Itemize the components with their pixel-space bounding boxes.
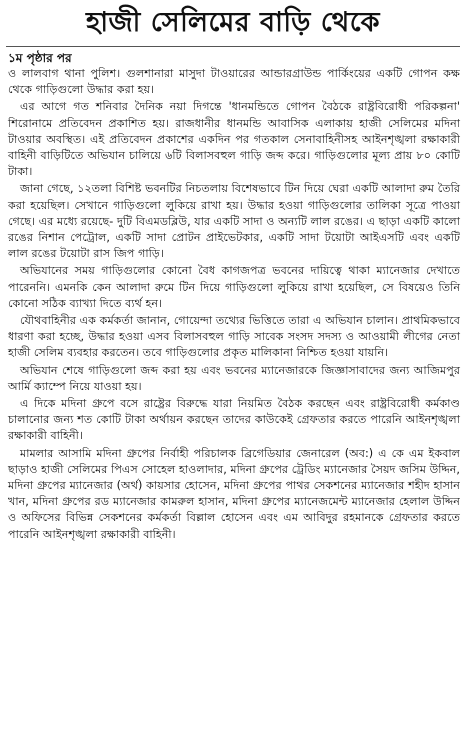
paragraph: ও লালবাগ থানা পুলিশ। গুলশানারা মাসুদা টাওয়ারের আন্ডারগ্রাউন্ড পার্কিংয়ের একটি গোপন কক্ষ থেকে গাড়িগুলো উদ্ধার করা হয়।	[8, 67, 460, 97]
paragraph: এ দিকে মদিনা গ্রুপে বসে রাষ্ট্রের বিরুদ্ধে যারা নিয়মিত বৈঠক করছেন এবং রাষ্ট্রবিরোধী কর্মকাণ্ড চালানোর জন্য শত কোটি টাকা অর্থায়ন করছেন তাদের কাউকেই গ্রেফতার করতে পারেনি আইনশৃঙ্খলা রক্ষাকারী বাহিনী।	[8, 397, 460, 443]
headline: হাজী সেলিমের বাড়ি থেকে	[86, 7, 380, 38]
headline-divider	[6, 46, 460, 47]
paragraph: মামলার আসামি মদিনা গ্রুপের নির্বাহী পরিচালক ব্রিগেডিয়ার জেনারেল (অব:) এ কে এম ইকবাল ছাড়াও হাজী সেলিমের পিএস সোহেল হাওলাদার, মদিনা গ্রুপের ট্রেডিং ম্যানেজার সৈয়দ জসিম উদ্দিন, মদিনা গ্রুপের ম্যানেজার (অর্থ) কায়সার হোসেন, মদিনা গ্রুপের পাথর সেকশনের ম্যানেজার শহীদ হাসান খান, মদিনা গ্রুপের রড ম্যানেজার কামরুল হাসান, মদিনা গ্রুপের ম্যানেজমেন্ট ম্যানেজার হেলাল উদ্দিন ও অফিসের বিভিন্ন সেকশনের কর্মকর্তা বিল্লাল হোসেন এবং এম আবিদুর রহমানকে গ্রেফতার করতে পারেনি আইনশৃঙ্খলা রক্ষাকারী বাহিনী।	[8, 446, 460, 541]
paragraph: যৌথবাহিনীর এক কর্মকর্তা জানান, গোয়েন্দা তথ্যের ভিত্তিতে তারা এ অভিযান চালান। প্রাথমিকভাবে ধারণা করা হচ্ছে, উদ্ধার হওয়া এসব বিলাসবহুল গাড়ি সাবেক সংসদ সদস্য ও আওয়ামী লীগের নেতা হাজী সেলিম ব্যবহার করতেন। তবে গাড়িগুলোর প্রকৃত মালিকানা নিশ্চিত হওয়া যায়নি।	[8, 314, 460, 360]
paragraph: অভিযানের সময় গাড়িগুলোর কোনো বৈধ কাগজপত্র ভবনের দায়িত্বে থাকা ম্যানেজার দেখাতে পারেননি। এমনকি কেন আলাদা রুমে টিন দিয়ে গাড়িগুলো লুকিয়ে রাখা হয়েছিল, সে বিষয়েও তিনি কোনো সঠিক ব্যাখ্যা দিতে ব্যর্থ হন।	[8, 264, 460, 310]
paragraph: এর আগে গত শনিবার দৈনিক নয়া দিগন্তে 'ধানমন্ডিতে গোপন বৈঠকে রাষ্ট্রবিরোধী পরিকল্পনা' শিরোনামে প্রতিবেদন প্রকাশিত হয়। রাজধানীর ধানমন্ডি আবাসিক এলাকায় হাজী সেলিমের মদিনা টাওয়ার অবস্থিত। এই প্রতিবেদন প্রকাশের একদিন পর গতকাল সেনাবাহিনীসহ আইনশৃঙ্খলা রক্ষাকারী বাহিনী বাড়িটিতে অভিযান চালিয়ে ৬টি বিলাসবহুল গাড়ি জব্দ করে। গাড়িগুলোর মূল্য প্রায় ৮০ কোটি টাকা।	[8, 100, 460, 179]
paragraph: অভিযান শেষে গাড়িগুলো জব্দ করা হয় এবং ভবনের ম্যানেজারকে জিজ্ঞাসাবাদের জন্য আজিমপুর আর্মি ক্যাম্পে নিয়ে যাওয়া হয়।	[8, 363, 460, 393]
article-body	[0, 66, 466, 543]
paragraph: জানা গেছে, ১২তলা বিশিষ্ট ভবনটির নিচতলায় বিশেষভাবে টিন দিয়ে ঘেরা একটি আলাদা রুম তৈরি করা হয়েছিল। সেখানে গাড়িগুলো লুকিয়ে রাখা হয়। উদ্ধার হওয়া গাড়িগুলোর তালিকা সূত্রে পাওয়া গেছে। এর মধ্যে রয়েছে- দুটি বিএমডব্লিউ, যার একটি সাদা ও অন্যটি লাল রঙের। এ ছাড়া একটি কালো রঙের নিশান পেট্রোল, একটি সাদা প্রোটন প্রাইভেটকার, একটি সাদা টয়োটা আইএসটি এবং একটি লাল রঙের টয়োটা রাস জিপ গাড়ি।	[8, 182, 460, 261]
continued-label: ১ম পৃষ্ঠার পর	[8, 51, 72, 65]
